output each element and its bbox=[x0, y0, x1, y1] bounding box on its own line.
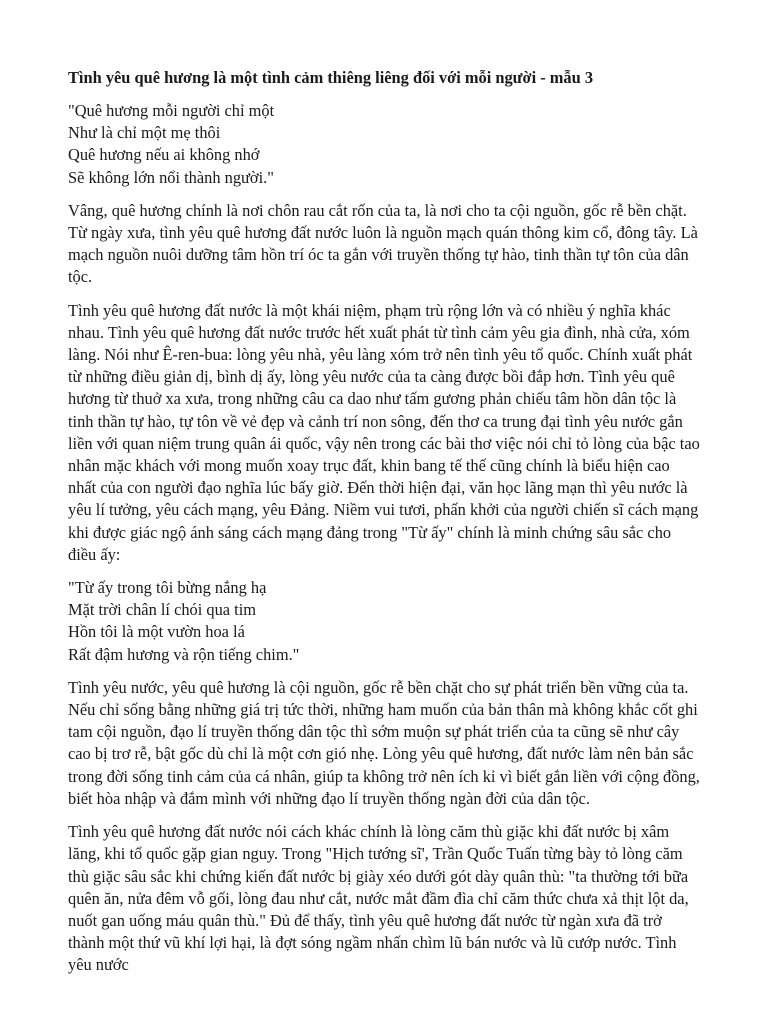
document-title: Tình yêu quê hương là một tình cảm thiêng liêng đối với mỗi người - mẫu 3 bbox=[68, 68, 594, 87]
poem-line: Hồn tôi là một vườn hoa lá bbox=[68, 622, 245, 642]
poem-line: "Từ ấy trong tôi bừng nắng hạ bbox=[68, 578, 267, 598]
poem-line: "Quê hương mỗi người chỉ một bbox=[68, 101, 275, 120]
poem-line: Quê hương nếu ai không nhớ bbox=[68, 145, 260, 165]
paragraph-1: Vâng, quê hương chính là nơi chôn rau cắt rốn của ta, là nơi cho ta cội nguồn, gốc rễ bền chặt. Từ ngày xưa, tình yêu quê hương đất nước luôn là nguồn mạch quán thông kim cổ, đông tây. Là mạch nguồn nuôi dưỡng tâm hồn trí óc ta gắn với truyền thống tự hào, tinh thần tự tôn của dân tộc. bbox=[68, 200, 698, 287]
poem-line: Sẽ không lớn nổi thành người." bbox=[68, 167, 274, 187]
poem-quote-2 bbox=[68, 577, 700, 666]
poem-line: Rất đậm hương và rộn tiếng chim." bbox=[68, 644, 300, 664]
paragraph-3: Tình yêu nước, yêu quê hương là cội nguồn, gốc rễ bền chặt cho sự phát triển bền vững của ta. Nếu chỉ sống bằng những giá trị tức thời, những ham muốn của bản thân mà không khắc cốt ghi tam cội nguồn, đạo lí truyền thống dân tộc thì sớm muộn sự phát triển của ta cũng sẽ như cây cao bị trơ rễ, bật gốc dù chỉ là một cơn gió nhẹ. Lòng yêu quê hương, đất nước làm nên bản sắc trong đời sống tinh cảm của cá nhân, giúp ta không trở nên ích kỉ vì biết gắn liền với cộng đồng, biết hòa nhập và đắm mình với những đạo lí truyền thống ngàn đời của dân tộc. bbox=[68, 677, 700, 808]
paragraph-4: Tình yêu quê hương đất nước nói cách khác chính là lòng căm thù giặc khi đất nước bị xâm lăng, khi tổ quốc gặp gian nguy. Trong "Hịch tướng sĩ', Trần Quốc Tuấn từng bày tỏ lòng căm thù giặc sâu sắc khi chứng kiến đất nước bị giày xéo dưới gót dày quân thù: "ta thường tới bữa quên ăn, nửa đêm vỗ gối, lòng đau như cắt, nước mắt đầm đìa chỉ căm thức chưa xả thịt lột da, nuốt gan uống máu quân thù." Đủ để thấy, tình yêu quê hương đất nước từ ngàn xưa đã trở thành một thứ vũ khí lợi hại, là đợt sóng ngầm nhấn chìm lũ bán nước và lũ cướp nước. Tình yêu nước bbox=[68, 822, 689, 975]
poem-line: Như là chỉ một mẹ thôi bbox=[68, 123, 221, 143]
paragraph-2: Tình yêu quê hương đất nước là một khái niệm, phạm trù rộng lớn và có nhiều ý nghĩa khác nhau. Tình yêu quê hương đất nước trước hết xuất phát từ tình cảm yêu gia đình, nhà cửa, xóm làng. Nói như Ê-ren-bua: lòng yêu nhà, yêu làng xóm trở nên tình yêu tổ quốc. Chính xuất phát từ những điều giản dị, bình dị ấy, lòng yêu nước của ta càng được bồi đắp hơn. Tình yêu quê hương từ thuở xa xưa, trong những câu ca dao như tấm gương phản chiếu tâm hồn dân tộc là tinh thần tự hào, tự tôn về vẻ đẹp và cảnh trí non sông, đến thơ ca trung đại tình yêu nước gắn liền với quan niệm trung quân ái quốc, vậy nên trong các bài thơ việc nói chỉ tỏ lòng của bậc tao nhân mặc khách với mong muốn xoay trục đất, khin bang tế thế cũng chính là biểu hiện cao nhất của con người đạo nghĩa lúc bấy giờ. Đến thời hiện đại, văn học lãng mạn thì yêu nước là yêu lí tưởng, yêu cách mạng, yêu Đảng. Niềm vui tươi, phấn khởi của người chiến sĩ cách mạng khi được giác ngộ ánh sáng cách mạng đảng trong "Từ ấy" chính là minh chứng sâu sắc cho điều ấy: bbox=[68, 300, 700, 564]
poem-line: Mặt trời chân lí chói qua tim bbox=[68, 600, 257, 620]
poem-quote-1 bbox=[68, 100, 700, 189]
